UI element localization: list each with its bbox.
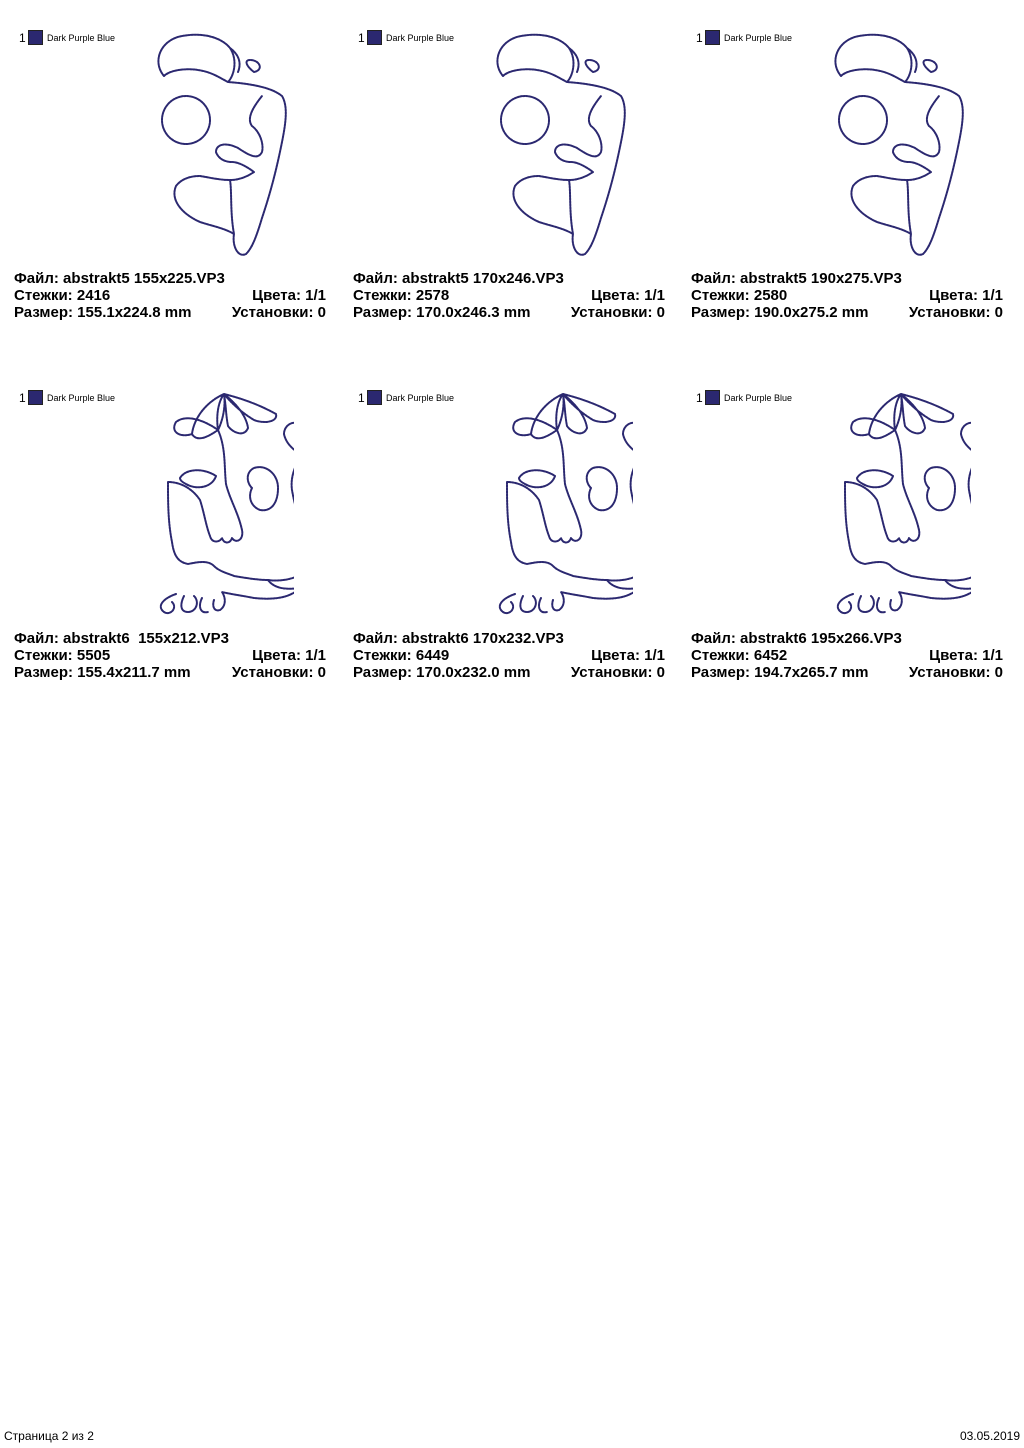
design-size: Размер: 155.1x224.8 mm [14,304,192,321]
thread-number: 1 [19,390,26,405]
color-count: Цвета: 1/1 [591,647,665,664]
thread-name: Dark Purple Blue [724,32,793,43]
thread-color-swatch [705,30,720,45]
thread-name: Dark Purple Blue [47,32,116,43]
design-card [353,0,683,330]
abstract-flower-face-icon [473,392,633,620]
design-info [691,270,1003,321]
thread-color-swatch [705,390,720,405]
page-number: Страница 2 из 2 [4,1429,94,1443]
file-name: Файл: abstrakt5 190x275.VP3 [691,270,902,287]
stitch-count: Стежки: 6452 [691,647,788,664]
abstract-face-icon [819,32,979,260]
color-count: Цвета: 1/1 [252,647,326,664]
abstract-flower-face-icon [811,392,971,620]
thread-number: 1 [358,30,365,45]
thread-legend [358,30,454,45]
color-count: Цвета: 1/1 [929,287,1003,304]
color-count: Цвета: 1/1 [591,287,665,304]
stitch-count: Стежки: 2578 [353,287,450,304]
design-size: Размер: 170.0x246.3 mm [353,304,531,321]
design-info [353,270,665,321]
file-name: Файл: abstrakt5 170x246.VP3 [353,270,564,287]
settings: Установки: 0 [908,664,1003,681]
thread-legend [19,390,115,405]
stitch-count: Стежки: 2416 [14,287,111,304]
file-name: Файл: abstrakt6 195x266.VP3 [691,630,902,647]
print-date: 03.05.2019 [959,1429,1020,1443]
thread-color-swatch [367,30,382,45]
abstract-face-icon [142,32,302,260]
abstract-face-icon [481,32,641,260]
thread-legend [19,30,115,45]
thread-number: 1 [19,30,26,45]
file-name: Файл: abstrakt6 170x232.VP3 [353,630,564,647]
settings: Установки: 0 [570,664,665,681]
thread-number: 1 [696,390,703,405]
thread-name: Dark Purple Blue [386,32,455,43]
design-info [353,630,665,681]
settings: Установки: 0 [231,304,326,321]
thread-name: Dark Purple Blue [47,392,116,403]
thread-color-swatch [28,30,43,45]
thread-name: Dark Purple Blue [724,392,793,403]
thread-color-swatch [28,390,43,405]
design-info [14,270,326,321]
thread-legend [358,390,454,405]
design-info [691,630,1003,681]
thread-legend [696,390,792,405]
abstract-flower-face-icon [134,392,294,620]
design-card [691,360,1021,690]
settings: Установки: 0 [908,304,1003,321]
file-name: Файл: abstrakt5 155x225.VP3 [14,270,225,287]
stitch-count: Стежки: 6449 [353,647,450,664]
settings: Установки: 0 [231,664,326,681]
design-card [691,0,1021,330]
design-info [14,630,326,681]
design-card [353,360,683,690]
stitch-count: Стежки: 5505 [14,647,111,664]
design-size: Размер: 170.0x232.0 mm [353,664,531,681]
color-count: Цвета: 1/1 [929,647,1003,664]
thread-legend [696,30,792,45]
thread-name: Dark Purple Blue [386,392,455,403]
design-size: Размер: 155.4x211.7 mm [14,664,191,681]
thread-number: 1 [358,390,365,405]
design-size: Размер: 190.0x275.2 mm [691,304,869,321]
settings: Установки: 0 [570,304,665,321]
file-name: Файл: abstrakt6 155x212.VP3 [14,630,230,647]
stitch-count: Стежки: 2580 [691,287,788,304]
design-size: Размер: 194.7x265.7 mm [691,664,869,681]
thread-color-swatch [367,390,382,405]
design-card [14,0,344,330]
design-card [14,360,344,690]
color-count: Цвета: 1/1 [252,287,326,304]
thread-number: 1 [696,30,703,45]
